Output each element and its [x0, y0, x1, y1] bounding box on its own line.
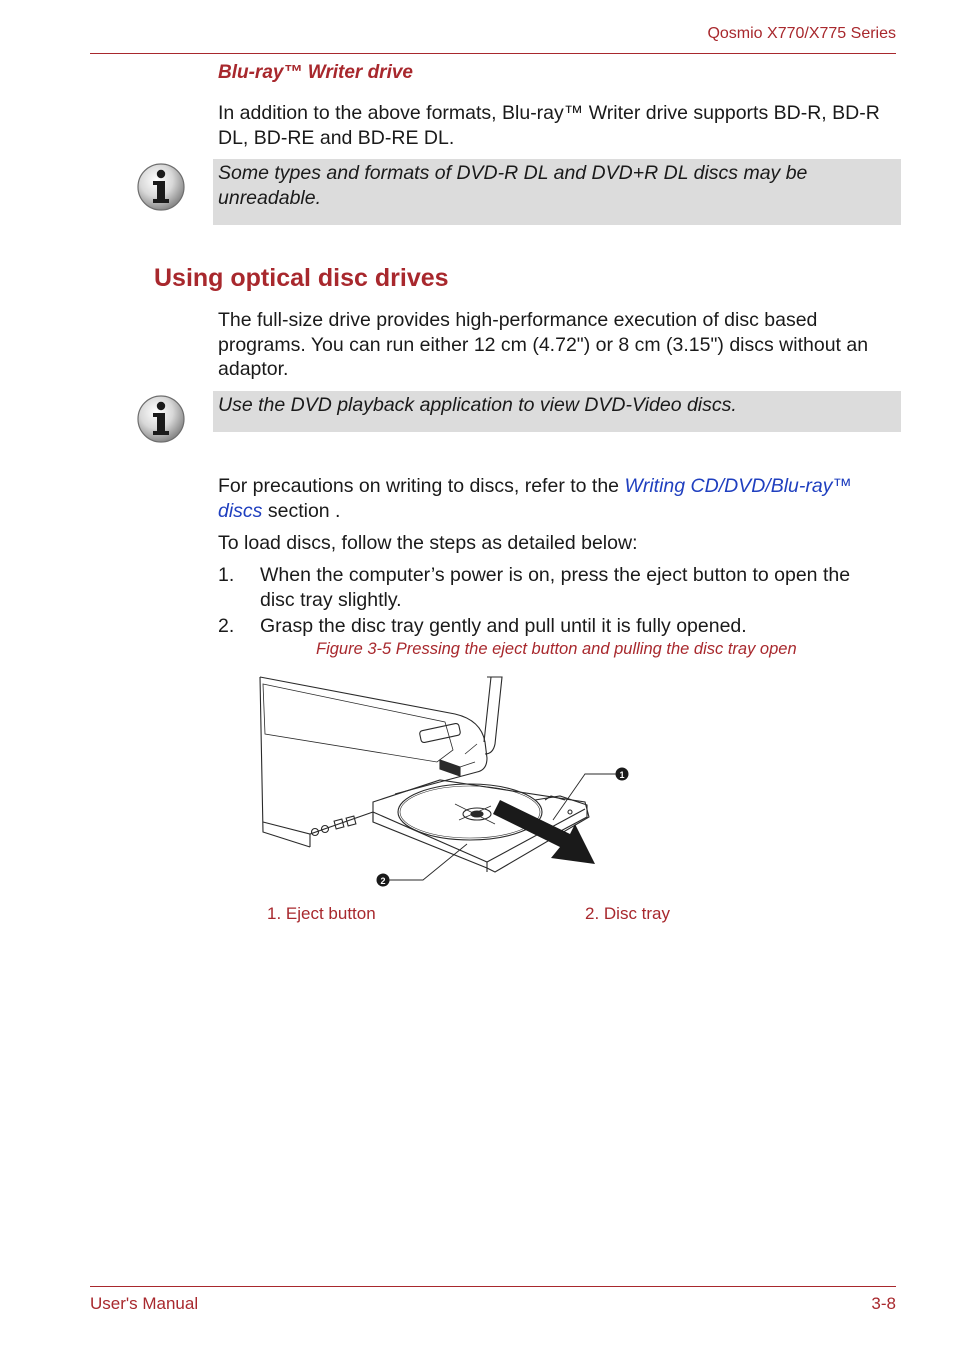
- precautions-paragraph: [218, 474, 898, 523]
- section-heading: Using optical disc drives: [154, 264, 449, 292]
- precautions-prefix: For precautions on writing to discs, refer to the: [218, 475, 625, 497]
- optical-paragraph: The full-size drive provides high-performance execution of disc based programs. You can run either 12 cm (4.72") or 8 cm (3.15") discs without an adaptor.: [218, 309, 869, 380]
- bluray-paragraph: In addition to the above formats, Blu-ray™ Writer drive supports BD-R, BD-R DL, BD-RE and BD-RE DL.: [218, 102, 880, 149]
- steps-intro: To load discs, follow the steps as detailed below:: [218, 532, 638, 554]
- step-text: Grasp the disc tray gently and pull until it is fully opened.: [260, 615, 747, 637]
- note-text: Use the DVD playback application to view DVD-Video discs.: [218, 394, 737, 416]
- subsection-heading: Blu-ray™ Writer drive: [218, 62, 413, 83]
- callout-1: 1: [619, 770, 625, 780]
- precautions-suffix: section .: [262, 499, 341, 522]
- info-icon: [136, 394, 186, 444]
- legend-eject-button: 1. Eject button: [267, 904, 376, 923]
- figure-caption: Figure 3-5 Pressing the eject button and pulling the disc tray open: [316, 640, 797, 658]
- step-text: When the computer’s power is on, press the eject button to open the disc tray slightly.: [260, 564, 851, 611]
- page-number: 3-8: [871, 1294, 896, 1313]
- header-title: Qosmio X770/X775 Series: [707, 25, 896, 42]
- note-text: Some types and formats of DVD-R DL and DVD+R DL discs may be unreadable.: [218, 162, 808, 209]
- step-number: 2.: [218, 615, 235, 637]
- step-number: 1.: [218, 564, 235, 586]
- laptop-disc-tray-illustration: [255, 672, 635, 892]
- footer-rule: [90, 1286, 896, 1287]
- legend-disc-tray: 2. Disc tray: [585, 904, 671, 923]
- footer-manual-title: User's Manual: [90, 1294, 199, 1313]
- note-box: [213, 159, 901, 225]
- info-icon: [136, 162, 186, 212]
- callout-2: 2: [380, 876, 386, 886]
- header-rule: [90, 53, 896, 54]
- writing-discs-link[interactable]: Writing CD/DVD/Blu-ray™ discs: [218, 475, 852, 522]
- note-box: [213, 391, 901, 432]
